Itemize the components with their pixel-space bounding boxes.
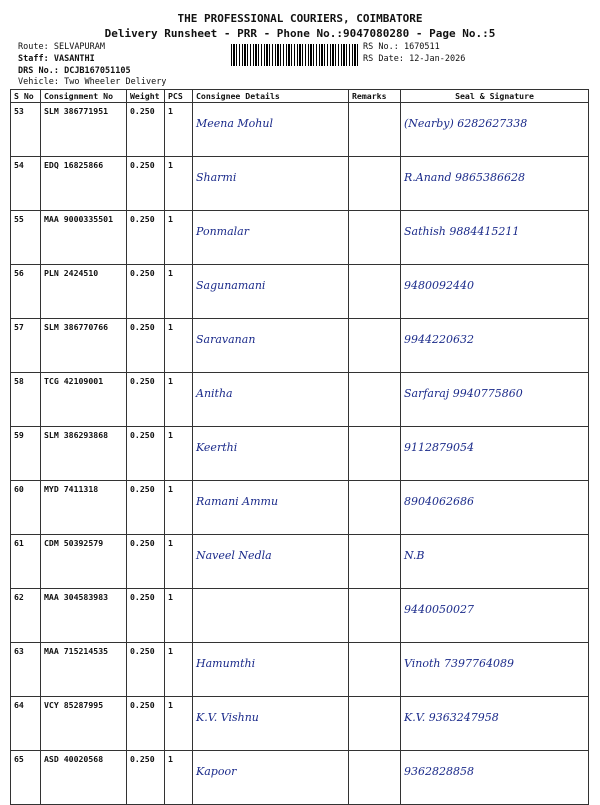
signature-cell: Vinoth 7397764089 (401, 643, 589, 697)
company-title: THE PROFESSIONAL COURIERS, COIMBATORE (177, 12, 423, 25)
table-row (11, 157, 589, 211)
remarks-cell (349, 157, 401, 211)
drs-value: DCJB167051105 (64, 66, 131, 76)
signature-cell: 8904062686 (401, 481, 589, 535)
consignee-cell: Meena Mohul (193, 103, 349, 157)
serial-number-cell: 57 (11, 319, 41, 373)
table-row (11, 211, 589, 265)
table-row (11, 373, 589, 427)
consignee-cell: Naveel Nedla (193, 535, 349, 589)
weight-cell: 0.250 (127, 643, 165, 697)
consignment-number-cell: MAA 715214535 (41, 643, 127, 697)
consignment-number-cell: SLM 386771951 (41, 103, 127, 157)
weight-cell: 0.250 (127, 535, 165, 589)
pcs-cell: 1 (165, 589, 193, 643)
consignment-number-cell: TCG 42109001 (41, 373, 127, 427)
staff-line: Staff: VASANTHI (18, 54, 95, 64)
weight-cell: 0.250 (127, 589, 165, 643)
table-row (11, 319, 589, 373)
weight-cell: 0.250 (127, 319, 165, 373)
consignee-cell: Saravanan (193, 319, 349, 373)
signature-cell: K.V. 9363247958 (401, 697, 589, 751)
weight-cell: 0.250 (127, 103, 165, 157)
signature-cell: N.B (401, 535, 589, 589)
remarks-cell (349, 589, 401, 643)
serial-number-cell: 60 (11, 481, 41, 535)
remarks-cell (349, 481, 401, 535)
pcs-cell: 1 (165, 373, 193, 427)
table-row (11, 535, 589, 589)
table-row (11, 265, 589, 319)
weight-cell: 0.250 (127, 697, 165, 751)
rs-date-value: 12-Jan-2026 (409, 54, 466, 64)
serial-number-cell: 65 (11, 751, 41, 805)
remarks-cell (349, 319, 401, 373)
pcs-cell: 1 (165, 481, 193, 535)
consignment-number-cell: SLM 386293868 (41, 427, 127, 481)
col-remarks-header: Remarks (349, 90, 401, 103)
table-row (11, 751, 589, 805)
weight-cell: 0.250 (127, 373, 165, 427)
signature-cell: 9480092440 (401, 265, 589, 319)
table-header-row (11, 90, 589, 103)
remarks-cell (349, 265, 401, 319)
serial-number-cell: 56 (11, 265, 41, 319)
serial-number-cell: 59 (11, 427, 41, 481)
weight-cell: 0.250 (127, 427, 165, 481)
consignment-number-cell: VCY 85287995 (41, 697, 127, 751)
consignee-cell: Keerthi (193, 427, 349, 481)
consignment-number-cell: SLM 386770766 (41, 319, 127, 373)
signature-cell: Sathish 9884415211 (401, 211, 589, 265)
runsheet-subtitle: Delivery Runsheet - PRR - Phone No.:9047080280 - Page No.:5 (104, 27, 496, 40)
consignment-number-cell: ASD 40020568 (41, 751, 127, 805)
rs-date-line: RS Date: 12-Jan-2026 (363, 54, 466, 64)
vehicle-value: Two Wheeler Delivery (64, 77, 167, 87)
rs-no-line: RS No.: 1670511 (363, 42, 440, 52)
consignee-cell: Ramani Ammu (193, 481, 349, 535)
runsheet-table (10, 89, 589, 805)
consignment-number-cell: MYD 7411318 (41, 481, 127, 535)
table-row (11, 643, 589, 697)
consignment-number-cell: MAA 304583983 (41, 589, 127, 643)
consignee-cell: Sharmi (193, 157, 349, 211)
signature-cell: 9362828858 (401, 751, 589, 805)
serial-number-cell: 55 (11, 211, 41, 265)
remarks-cell (349, 535, 401, 589)
table-row (11, 427, 589, 481)
serial-number-cell: 61 (11, 535, 41, 589)
remarks-cell (349, 643, 401, 697)
route-line: Route: SELVAPURAM (18, 42, 106, 52)
staff-value: VASANTHI (53, 54, 95, 64)
pcs-cell: 1 (165, 427, 193, 481)
route-value: SELVAPURAM (53, 42, 106, 52)
pcs-cell: 1 (165, 535, 193, 589)
signature-cell: 9112879054 (401, 427, 589, 481)
vehicle-line: Vehicle: Two Wheeler Delivery (18, 77, 167, 87)
col-pcs-header: PCS (165, 90, 193, 103)
remarks-cell (349, 751, 401, 805)
consignee-cell: K.V. Vishnu (193, 697, 349, 751)
consignee-cell: Kapoor (193, 751, 349, 805)
col-weight-header: Weight (127, 90, 165, 103)
serial-number-cell: 53 (11, 103, 41, 157)
table-row (11, 103, 589, 157)
consignee-cell: Ponmalar (193, 211, 349, 265)
remarks-cell (349, 697, 401, 751)
signature-cell: Sarfaraj 9940775860 (401, 373, 589, 427)
table-row (11, 589, 589, 643)
signature-cell: 9440050027 (401, 589, 589, 643)
pcs-cell: 1 (165, 211, 193, 265)
consignee-cell: Anitha (193, 373, 349, 427)
consignee-cell: Hamumthi (193, 643, 349, 697)
consignee-cell: Sagunamani (193, 265, 349, 319)
weight-cell: 0.250 (127, 265, 165, 319)
table-row (11, 697, 589, 751)
col-signature-header: Seal & Signature (401, 90, 589, 103)
consignment-number-cell: CDM 50392579 (41, 535, 127, 589)
serial-number-cell: 58 (11, 373, 41, 427)
col-consignment-header: Consignment No (41, 90, 127, 103)
remarks-cell (349, 103, 401, 157)
consignment-number-cell: MAA 9000335501 (41, 211, 127, 265)
remarks-cell (349, 373, 401, 427)
signature-cell: 9944220632 (401, 319, 589, 373)
table-row (11, 481, 589, 535)
weight-cell: 0.250 (127, 211, 165, 265)
pcs-cell: 1 (165, 643, 193, 697)
consignment-number-cell: EDQ 16825866 (41, 157, 127, 211)
drs-line: DRS No.: DCJB167051105 (18, 66, 131, 76)
serial-number-cell: 64 (11, 697, 41, 751)
rs-no-value: 1670511 (403, 42, 440, 52)
serial-number-cell: 54 (11, 157, 41, 211)
pcs-cell: 1 (165, 103, 193, 157)
col-consignee-header: Consignee Details (193, 90, 349, 103)
signature-cell: (Nearby) 6282627338 (401, 103, 589, 157)
serial-number-cell: 63 (11, 643, 41, 697)
weight-cell: 0.250 (127, 751, 165, 805)
col-sno-header: S No (11, 90, 41, 103)
barcode-image (231, 44, 358, 66)
weight-cell: 0.250 (127, 157, 165, 211)
weight-cell: 0.250 (127, 481, 165, 535)
pcs-cell: 1 (165, 157, 193, 211)
remarks-cell (349, 211, 401, 265)
remarks-cell (349, 427, 401, 481)
signature-cell: R.Anand 9865386628 (401, 157, 589, 211)
consignee-cell (193, 589, 349, 643)
pcs-cell: 1 (165, 751, 193, 805)
serial-number-cell: 62 (11, 589, 41, 643)
pcs-cell: 1 (165, 697, 193, 751)
pcs-cell: 1 (165, 265, 193, 319)
pcs-cell: 1 (165, 319, 193, 373)
consignment-number-cell: PLN 2424510 (41, 265, 127, 319)
